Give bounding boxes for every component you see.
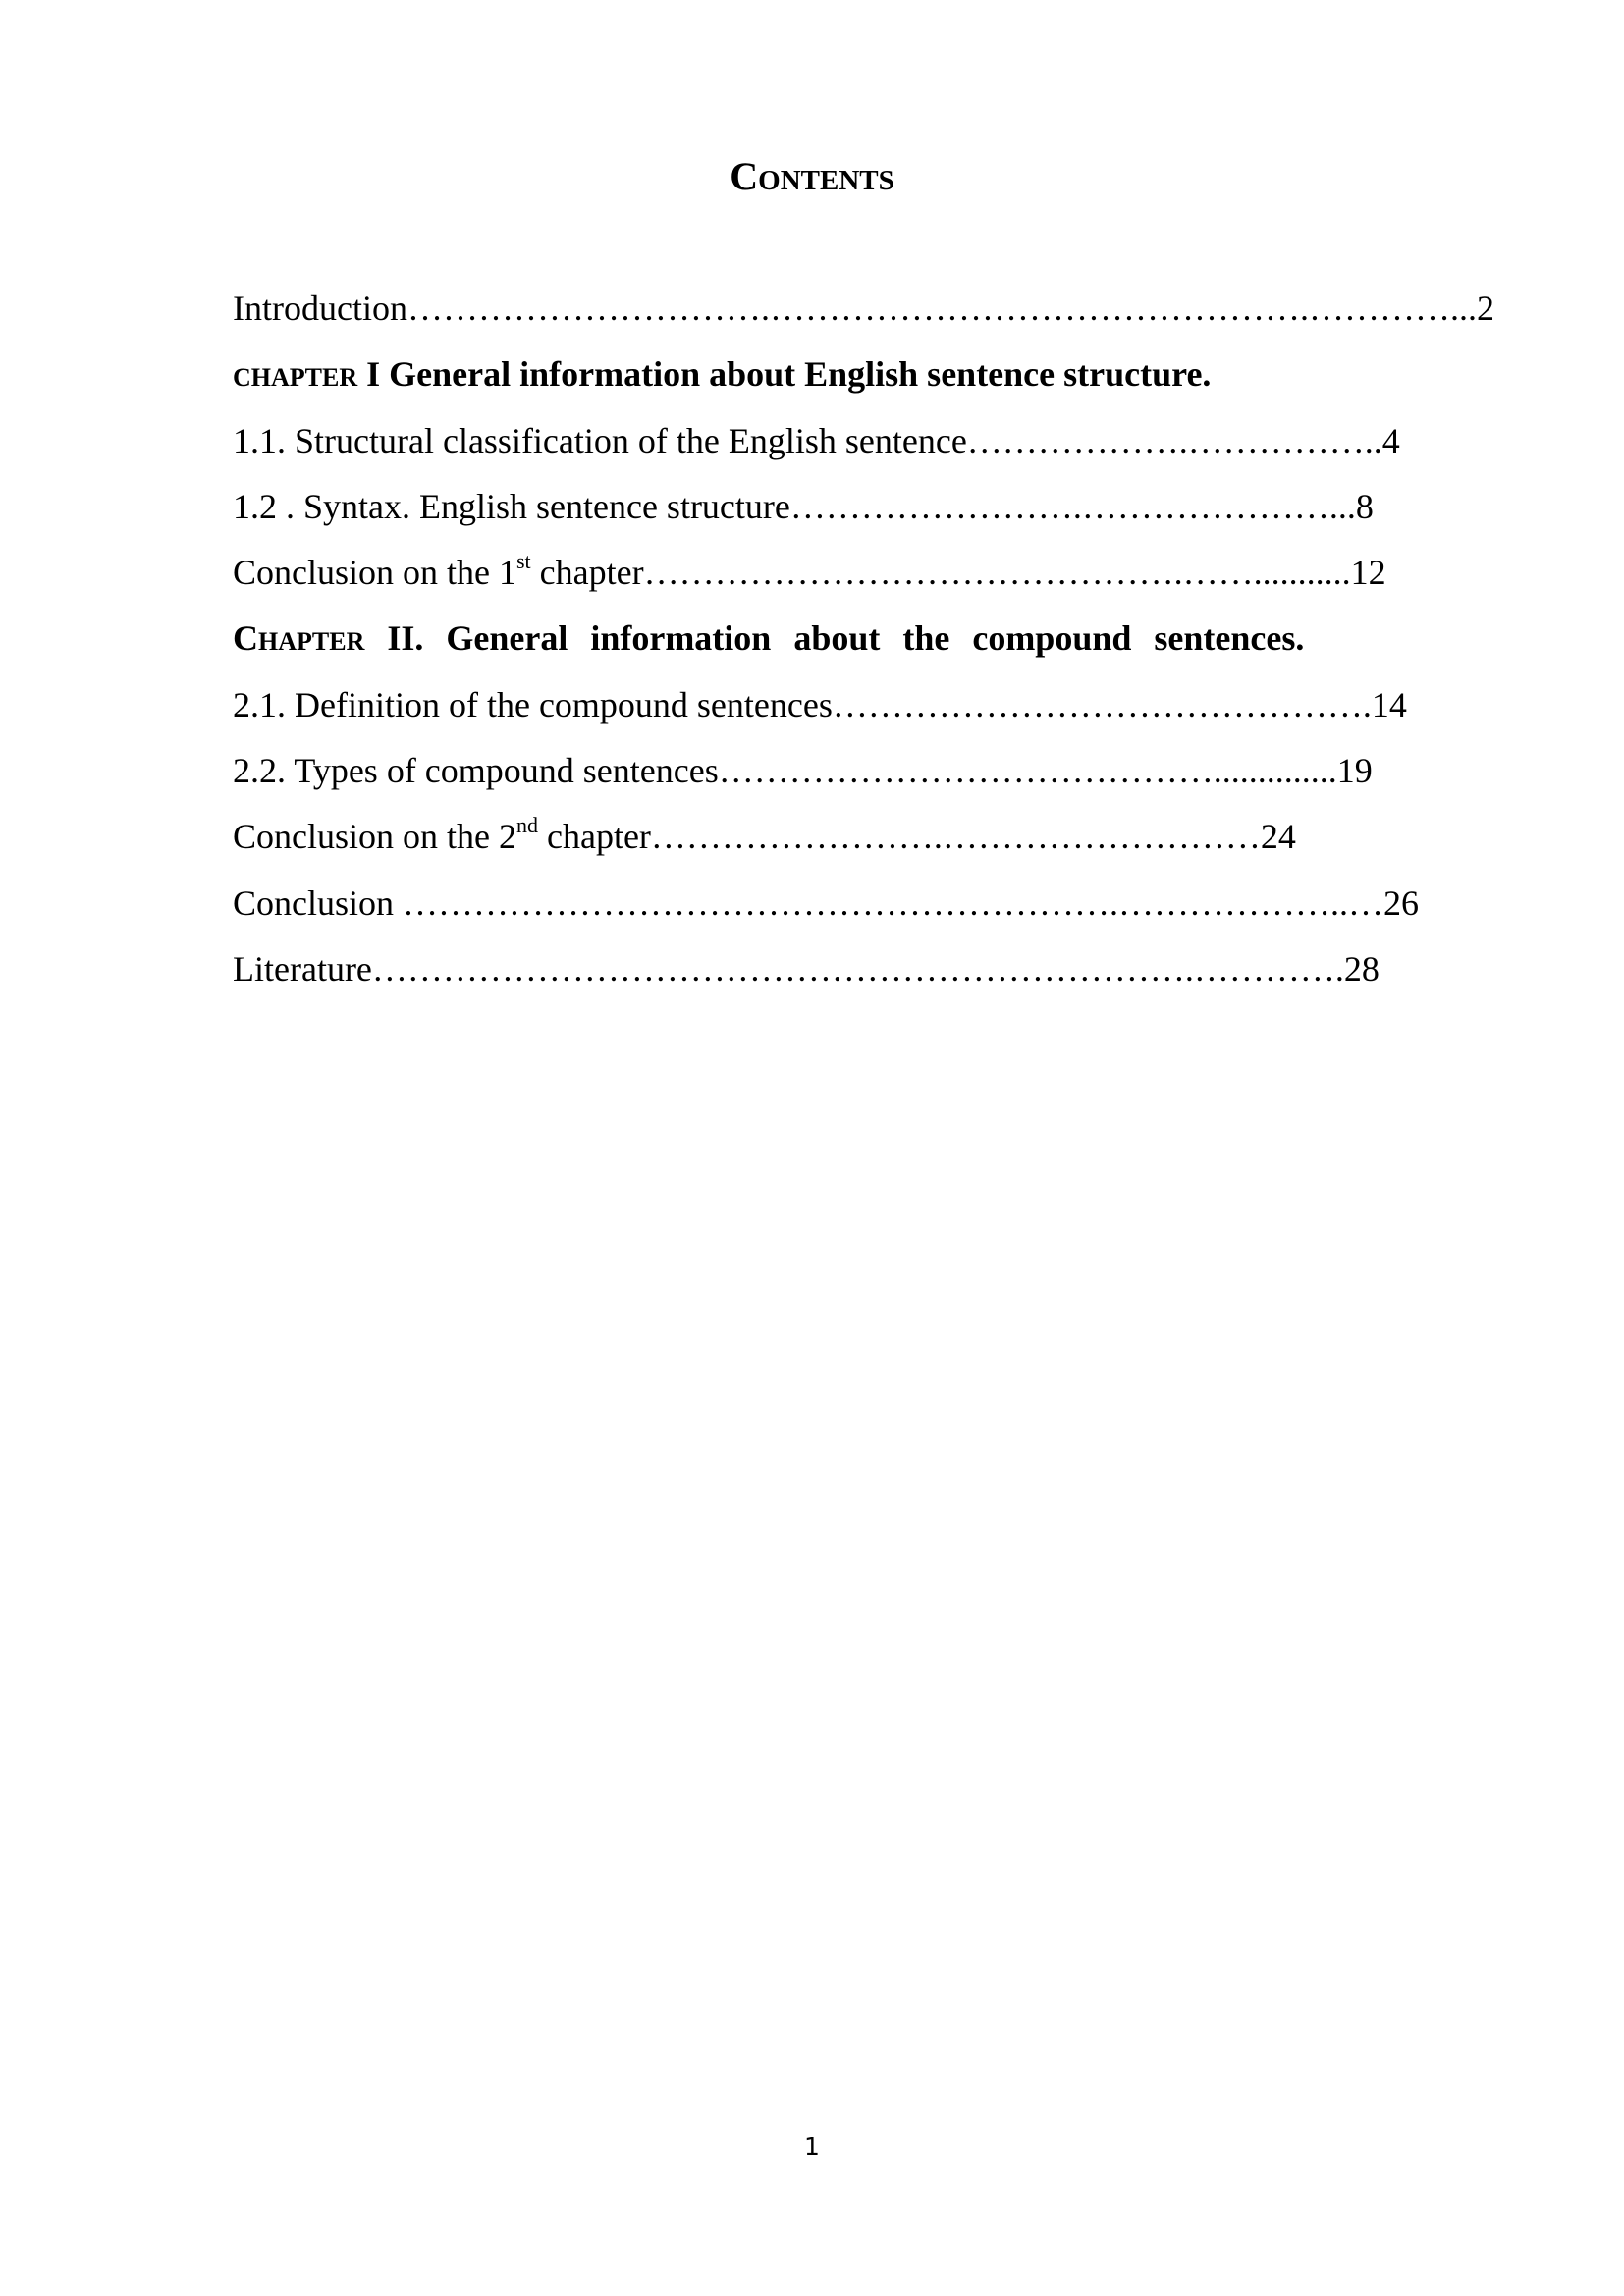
- toc-page-number: 4: [1381, 420, 1400, 460]
- toc-entry-ordinal-suffix: st: [515, 549, 531, 574]
- toc-entry-1-1[interactable]: [233, 417, 1509, 483]
- toc-entry-text-continued: chapter: [537, 817, 651, 857]
- contents-title-initial: C: [730, 154, 759, 198]
- toc-entry-text: 2.1. Definition of the compound sentences: [233, 684, 833, 724]
- toc-entry-text-continued: chapter: [530, 553, 644, 593]
- toc-leader: …………………………………………………….………………..…: [403, 882, 1384, 923]
- toc-page-number: 14: [1371, 684, 1407, 724]
- toc-entry-conclusion-chapter-1[interactable]: [233, 549, 1509, 614]
- toc-entry-2-1[interactable]: [233, 681, 1509, 747]
- toc-leader: …………………………………………………………….………….: [371, 948, 1344, 988]
- toc-entry-text: Introduction: [233, 289, 407, 328]
- contents-title-rest: ONTENTS: [758, 165, 894, 196]
- toc-entry-text: Conclusion on the 1: [233, 553, 516, 593]
- toc-leader: ……………………………………….: [832, 684, 1372, 724]
- toc-chapter-title: II. General information about the compound sentences.: [364, 618, 1305, 659]
- toc-entry-conclusion-chapter-2[interactable]: [233, 813, 1509, 879]
- toc-leader: …………………….…………………...: [789, 486, 1356, 526]
- toc-entry-1-2[interactable]: [233, 483, 1509, 549]
- table-of-contents: [233, 285, 1509, 1011]
- toc-leader: ……………………………………….……...........: [643, 553, 1351, 593]
- toc-entry-text: 2.2. Types of compound sentences: [233, 751, 719, 791]
- toc-entry-conclusion[interactable]: [233, 880, 1509, 945]
- toc-entry-text: Conclusion: [233, 882, 404, 923]
- toc-leader: ……………….……………..: [966, 420, 1382, 460]
- toc-chapter-prefix-initial: C: [233, 618, 258, 659]
- toc-leader: …………………….………………………: [650, 817, 1261, 857]
- contents-title: [0, 153, 1624, 204]
- toc-page-number: 28: [1343, 948, 1380, 988]
- toc-entry-text: 1.2 . Syntax. English sentence structure: [233, 486, 790, 526]
- toc-chapter-2-heading[interactable]: [233, 614, 1509, 680]
- toc-entry-introduction[interactable]: [233, 285, 1509, 350]
- toc-entry-literature[interactable]: [233, 945, 1509, 1011]
- toc-page-number: 24: [1260, 817, 1296, 857]
- toc-chapter-prefix: CHAPTER: [233, 363, 358, 393]
- toc-page-number: 2: [1476, 289, 1494, 328]
- toc-page-number: 19: [1336, 751, 1373, 791]
- toc-chapter-prefix: HAPTER: [258, 627, 365, 657]
- toc-page-number: 12: [1350, 553, 1386, 593]
- toc-entry-text: Literature: [233, 948, 372, 988]
- toc-page-number: 8: [1355, 486, 1374, 526]
- toc-entry-ordinal-suffix: nd: [515, 813, 538, 838]
- toc-entry-text: 1.1. Structural classification of the English sentence: [233, 420, 967, 460]
- toc-entry-text: Conclusion on the 2: [233, 817, 516, 857]
- toc-leader: ……………………………………..............: [718, 751, 1337, 791]
- page-number: 1: [804, 2132, 820, 2161]
- toc-chapter-title: I General information about English sentence structure.: [357, 354, 1212, 395]
- toc-entry-2-2[interactable]: [233, 747, 1509, 813]
- toc-chapter-1-heading[interactable]: [233, 350, 1509, 416]
- toc-leader: ………………………….……………………………………….…………...: [406, 289, 1477, 328]
- toc-page-number: 26: [1383, 882, 1420, 923]
